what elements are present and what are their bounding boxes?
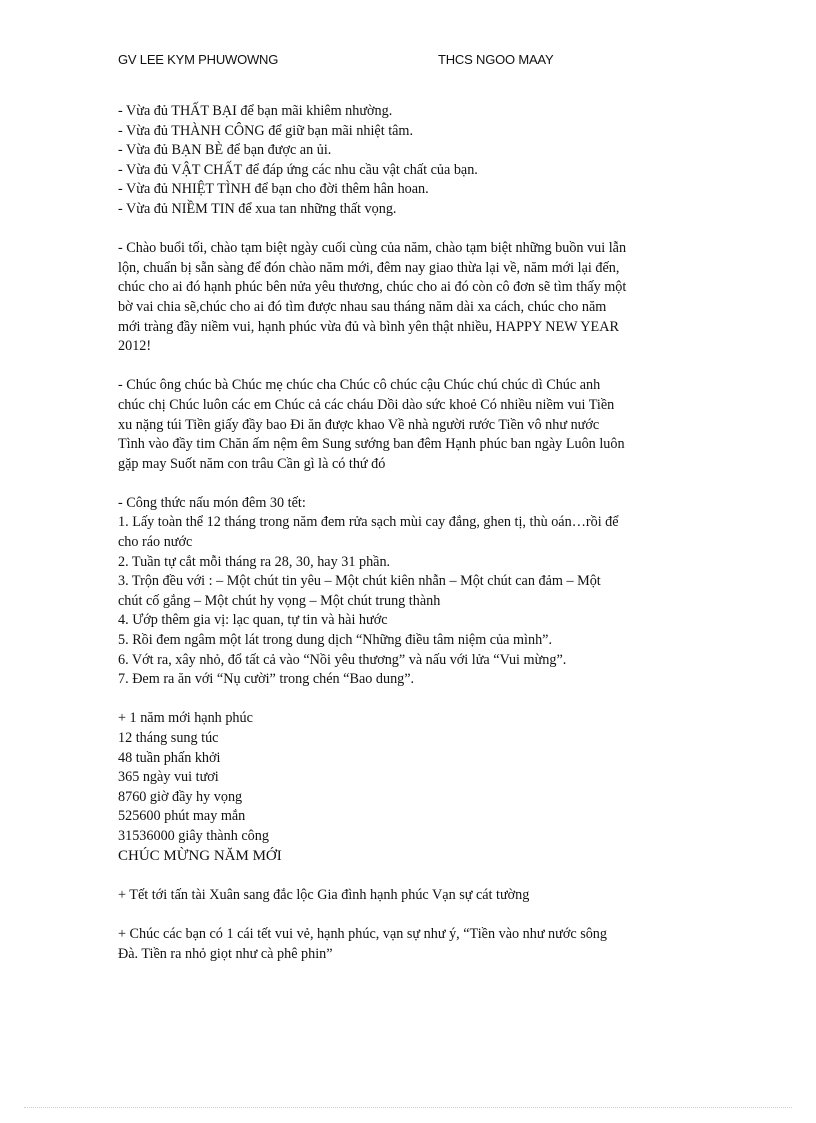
paragraph-gap: [118, 220, 698, 240]
list-item: 365 ngày vui tươi: [118, 769, 219, 786]
list-item: - Vừa đủ THẤT BẠI để bạn mãi khiêm nhường.: [118, 103, 393, 119]
recipe-section: [118, 494, 698, 690]
header-teacher-name: GV LEE KYM PHUWOWNG: [118, 52, 279, 67]
text-line: - Chúc ông chúc bà Chúc mẹ chúc cha Chúc cô chúc cậu Chúc chú chúc dì Chúc anh: [118, 377, 601, 394]
text-line: lộn, chuẩn bị sẵn sàng để đón chào năm mới, đêm nay giao thừa lại về, năm mới lại đến,: [118, 259, 620, 276]
document-body: [118, 102, 698, 964]
paragraph-gap: [118, 905, 698, 925]
recipe-step: 5. Rồi đem ngâm một lát trong dung dịch “Những điều tâm niệm của mình”.: [118, 632, 553, 649]
list-item: 31536000 giây thành công: [118, 827, 269, 844]
recipe-step: 6. Vớt ra, xây nhỏ, đổ tất cả vào “Nồi yêu thương” và nấu với lửa “Vui mừng”.: [118, 651, 567, 668]
list-item: - Vừa đủ BẠN BÈ để bạn được an ủi.: [118, 142, 332, 159]
paragraph-new-year-greeting: [118, 239, 698, 357]
header-school-name: THCS NGOO MAAY: [438, 52, 554, 67]
text-line: mới tràng đầy niềm vui, hạnh phúc vừa đủ và bình yên thật nhiều, HAPPY NEW YEAR: [118, 318, 619, 335]
list-item: 8760 giờ đầy hy vọng: [118, 788, 243, 805]
happy-new-year-heading: CHÚC MỪNG NĂM MỚI: [118, 847, 282, 864]
text-line: chúc chị Chúc luôn các em Chúc cả các cháu Dồi dào sức khoẻ Có nhiều niềm vui Tiền: [118, 396, 615, 413]
tet-wish-line: + Tết tới tấn tài Xuân sang đắc lộc Gia đình hạnh phúc Vạn sự cát tường: [118, 886, 530, 903]
page-header: [118, 52, 718, 72]
list-item: + 1 năm mới hạnh phúc: [118, 710, 253, 727]
recipe-step: cho ráo nước: [118, 534, 193, 551]
text-line: chúc cho ai đó hạnh phúc bên nửa yêu thương, chúc cho ai đó còn cô đơn sẽ tìm thấy một: [118, 279, 627, 296]
list-enough: [118, 102, 698, 220]
page-bottom-divider: [24, 1107, 792, 1108]
paragraph-gap: [118, 474, 698, 494]
paragraph-gap: [118, 357, 698, 377]
recipe-step: 7. Đem ra ăn với “Nụ cười” trong chén “Bao dung”.: [118, 671, 415, 688]
paragraph-gap: [118, 690, 698, 710]
text-line: Tình vào đầy tim Chăn ấm nệm êm Sung sướng ban đêm Hạnh phúc ban ngày Luôn luôn: [118, 436, 625, 453]
recipe-step: 1. Lấy toàn thể 12 tháng trong năm đem rửa sạch mùi cay đắng, ghen tị, thù oán…rồi để: [118, 514, 619, 531]
list-item: - Vừa đủ NHIỆT TÌNH để bạn cho đời thêm hân hoan.: [118, 181, 429, 198]
paragraph-gap: [118, 866, 698, 886]
list-item: 525600 phút may mắn: [118, 808, 246, 825]
text-line: gặp may Suốt năm con trâu Cần gì là có thứ đó: [118, 455, 386, 472]
list-item: - Vừa đủ VẬT CHẤT để đáp ứng các nhu cầu vật chất của bạn.: [118, 161, 478, 178]
text-line: bờ vai chia sẽ,chúc cho ai đó tìm được nhau sau tháng năm dài xa cách, chúc cho năm: [118, 298, 607, 315]
text-line: + Chúc các bạn có 1 cái tết vui vẻ, hạnh phúc, vạn sự như ý, “Tiền vào như nước sông: [118, 925, 607, 942]
list-item: - Vừa đủ THÀNH CÔNG để giữ bạn mãi nhiệt tâm.: [118, 122, 414, 139]
recipe-step: 2. Tuần tự cắt mỗi tháng ra 28, 30, hay 31 phần.: [118, 553, 391, 570]
text-line: Đà. Tiền ra nhỏ giọt như cà phê phin”: [118, 945, 333, 962]
text-line: xu nặng túi Tiền giấy đầy bao Đi ăn được khao Về nhà người rước Tiền vô như nước: [118, 416, 600, 433]
recipe-step: 3. Trộn đều với : – Một chút tin yêu – Một chút kiên nhẫn – Một chút can đảm – Một: [118, 573, 601, 590]
recipe-title: - Công thức nấu món đêm 30 tết:: [118, 494, 306, 511]
recipe-step: 4. Ướp thêm gia vị: lạc quan, tự tin và hài hước: [118, 612, 388, 629]
list-item: 12 tháng sung túc: [118, 730, 219, 746]
text-line: 2012!: [118, 338, 152, 355]
text-line: - Chào buổi tối, chào tạm biệt ngày cuối cùng của năm, chào tạm biệt những buồn vui lẫn: [118, 240, 627, 257]
final-wish: [118, 925, 698, 964]
paragraph-family-wishes: [118, 376, 698, 474]
list-item: 48 tuần phấn khởi: [118, 749, 221, 766]
recipe-step: chút cố gắng – Một chút hy vọng – Một chút trung thành: [118, 592, 441, 609]
list-item: - Vừa đủ NIỀM TIN để xua tan những thất vọng.: [118, 200, 397, 217]
wishes-count-list: [118, 709, 698, 866]
